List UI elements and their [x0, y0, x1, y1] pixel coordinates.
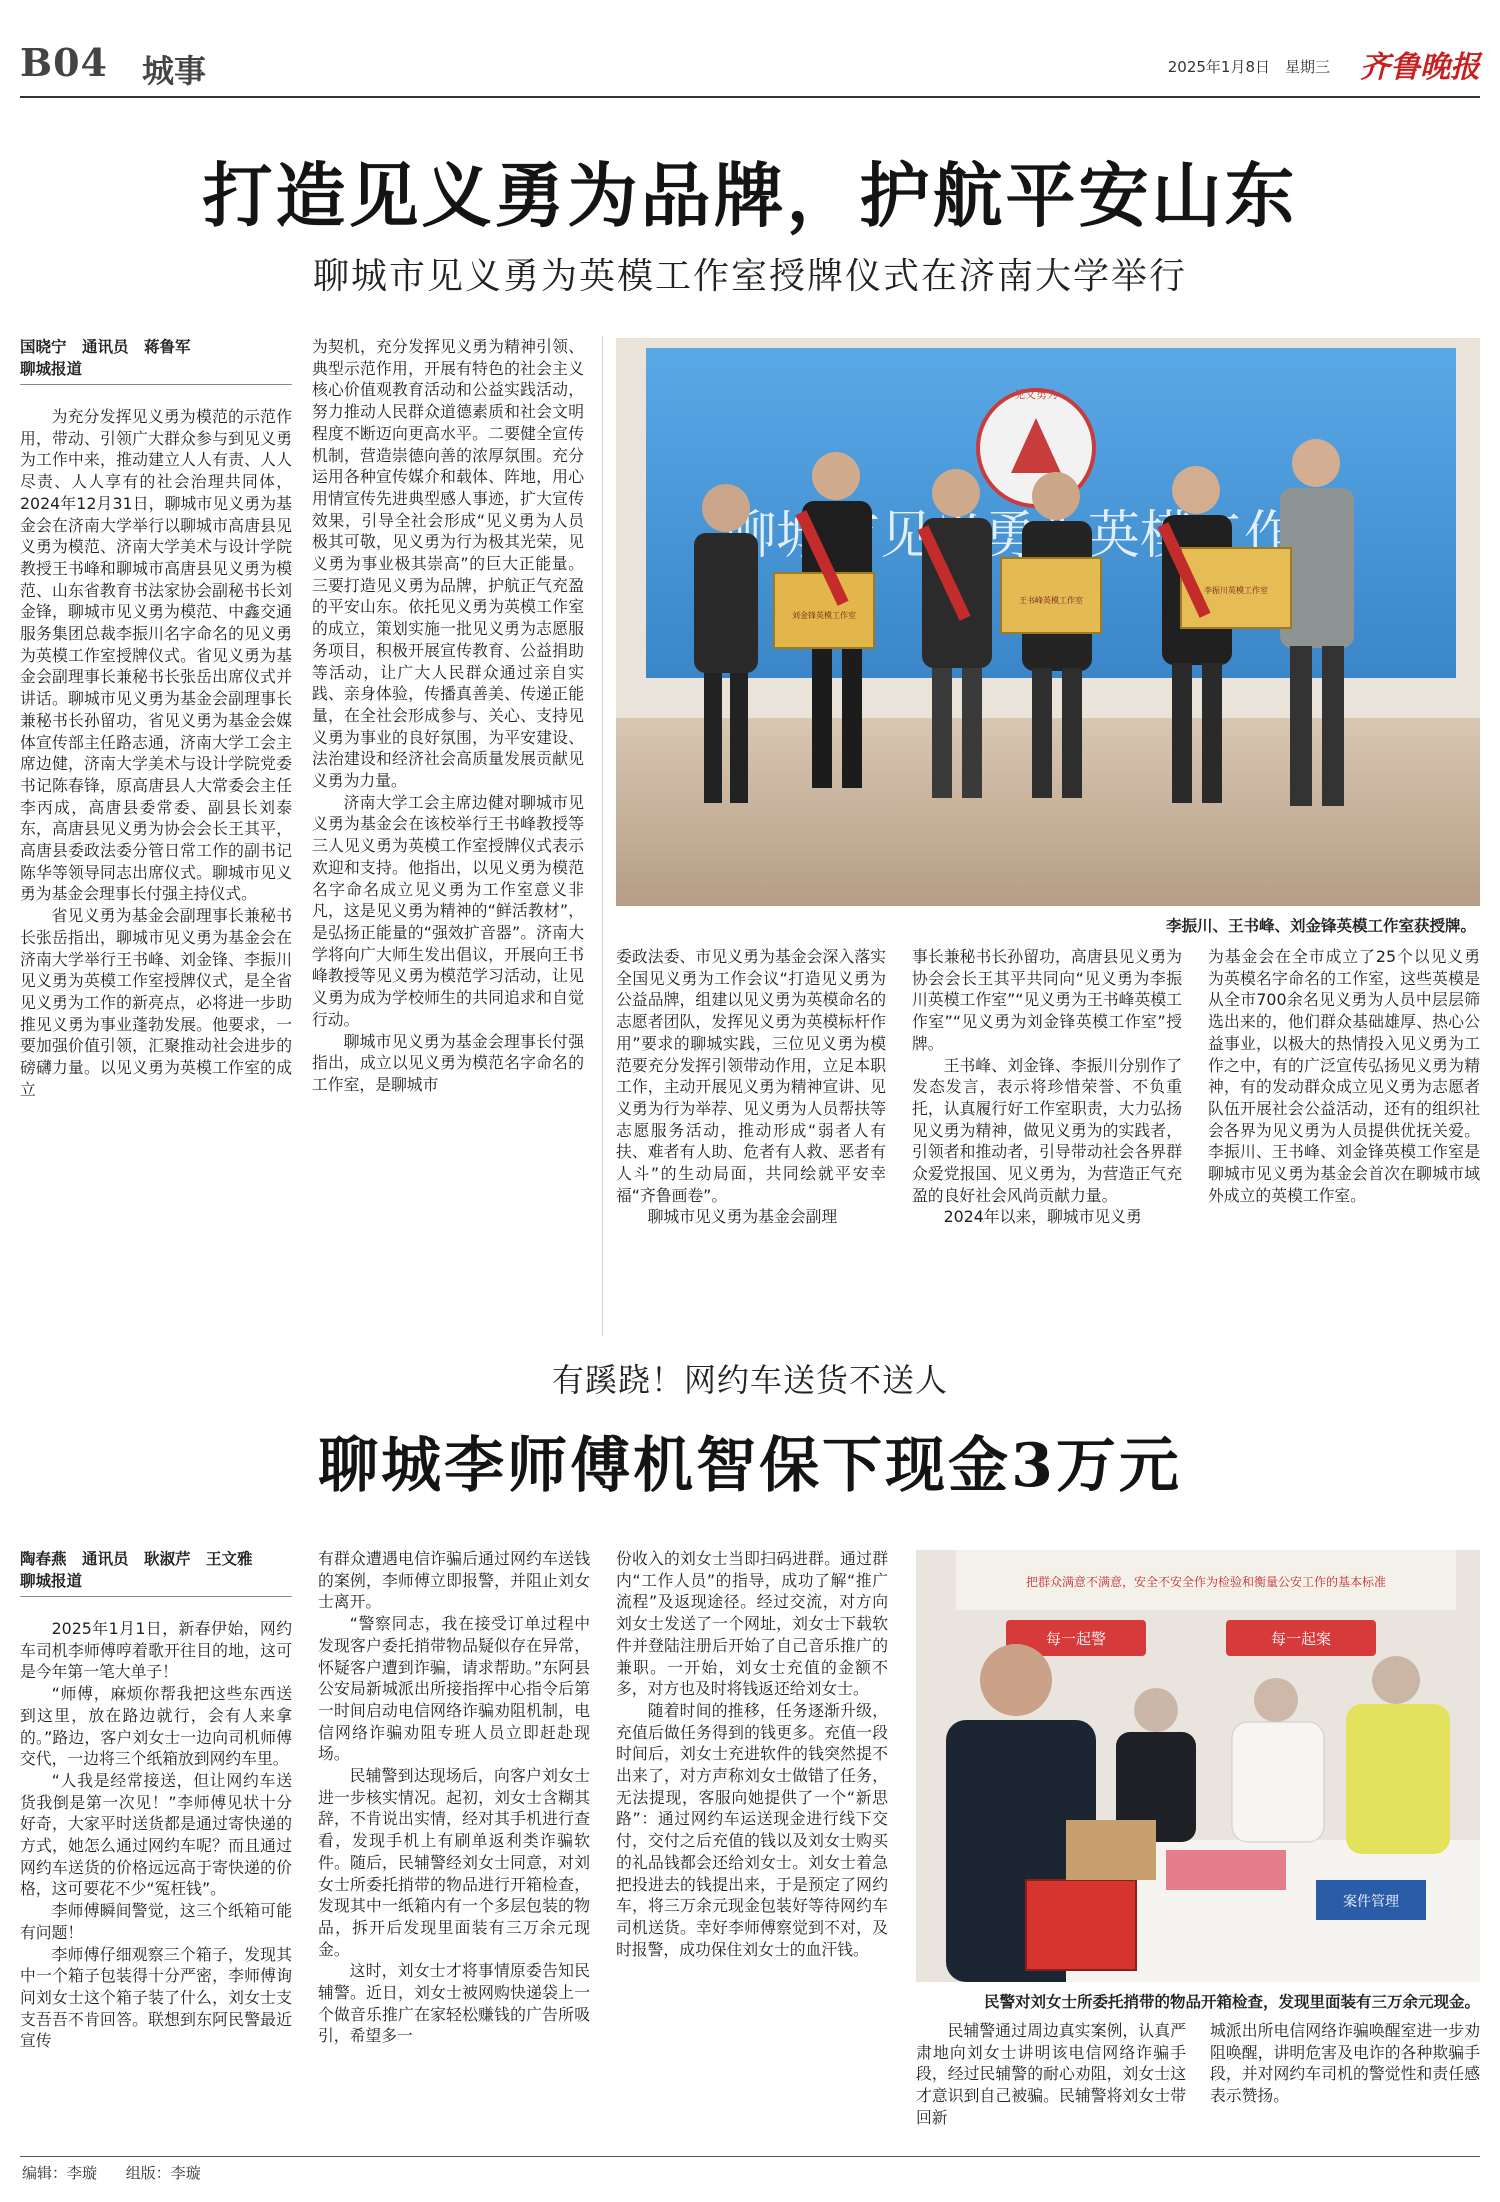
article1-column-2 — [312, 336, 584, 1336]
article1-caption: 李振川、王书峰、刘金锋英模工作室获授牌。 — [1165, 917, 1476, 935]
masthead — [20, 40, 1480, 100]
paper-logo: 齐鲁晚报 — [1360, 50, 1480, 85]
paragraph: 民辅警通过周边真实案例，认真严肃地向刘女士讲明该电信网络诈骗手段，经过民辅警的耐心劝阻，刘女士这才意识到自己被骗。民辅警将刘女士带回新 — [916, 2021, 1186, 2127]
page-number: B04 — [20, 40, 108, 85]
plaque-2 — [1001, 558, 1101, 633]
issue-weekday: 星期三 — [1284, 58, 1330, 76]
footer-rule — [20, 2156, 1480, 2157]
article2-byline-authors: 陶春燕 通讯员 耿淑芹 王文雅 — [20, 1550, 253, 1568]
article1-byline-authors: 国晓宁 通讯员 蒋鲁军 — [20, 338, 191, 356]
paragraph: 聊城市见义勇为基金会理事长付强指出，成立以见义勇为模范名字命名的工作室，是聊城市 — [312, 1031, 584, 1094]
editor-credit: 编辑：李璇 — [22, 2164, 98, 2182]
desk-sign: 案件管理 — [1343, 1894, 1399, 1910]
article2-column-1 — [20, 1618, 292, 2148]
article2-headline: 聊城李师傅机智保下现金3万元 — [318, 1431, 1182, 1501]
article2-column-5 — [1210, 2020, 1480, 2152]
wall-sign-2: 每一起案 — [1270, 1630, 1332, 1648]
masthead-rule — [20, 96, 1480, 98]
article1-column-5 — [1208, 946, 1480, 1336]
article2-kicker: 有蹊跷！网约车送货不送人 — [551, 1361, 948, 1399]
layout-credit: 组版：李璇 — [125, 2164, 201, 2182]
paragraph: 李师傅仔细观察三个箱子，发现其中一个箱子包装得十分严密，李师傅询问刘女士这个箱子装了什么，刘女士支支吾吾不肯回答。联想到东阿民警最近宣传 — [20, 1944, 292, 2051]
paragraph: 城派出所电信网络诈骗唤醒室进一步劝阻唤醒，讲明危害及电诈的各种欺骗手段，并对网约车司机的警觉性和责任感表示赞扬。 — [1210, 2021, 1480, 2106]
article2-column-3 — [616, 1548, 888, 2148]
byline-rule — [20, 1596, 292, 1597]
article1-byline — [20, 336, 295, 380]
article2-column-4 — [916, 2020, 1186, 2152]
svg-text:王书峰英模工作室: 王书峰英模工作室 — [1019, 596, 1083, 605]
article2-photo — [916, 1550, 1480, 1982]
svg-text:刘金锋英模工作室: 刘金锋英模工作室 — [792, 611, 856, 620]
svg-text:李振川英模工作室: 李振川英模工作室 — [1204, 586, 1268, 595]
paragraph: 随着时间的推移，任务逐渐升级，充值后做任务得到的钱更多。充值一段时间后，刘女士充进软件的钱突然提不出来了，对方声称刘女士做错了任务，无法提现，客服向她提供了一个“新思路”：通过网约车运送现金进行线下交付，交付之后充值的钱以及刘女士购买的礼品钱都会还给刘女士。刘女士着急把投进去的钱提出来，于是预定了网约车，将三万余元现金包装好等待网约车司机送货。幸好李师傅察觉到不对，及时报警，成功保住刘女士的血汗钱。 — [616, 1700, 888, 1959]
issue-date: 2025年1月8日 — [1167, 58, 1270, 76]
gift-box — [1026, 1880, 1136, 1970]
paragraph: 为基金会在全市成立了25个以见义勇为英模名字命名的工作室，这些英模是从全市700余名见义勇为人员中层层筛选出来的，他们群众基础雄厚、热心公益事业，以极大的热情投入见义勇为工作之中，有的广泛宣传弘扬见义勇为精神，有的发动群众成立见义勇为志愿者队伍开展社会公益活动，还有的组织社会各界为见义勇为人员提供优抚关爱。李振川、王书峰、刘金锋英模工作室是聊城市见义勇为基金会首次在聊城市域外成立的英模工作室。 — [1208, 947, 1480, 1205]
paragraph: 事长兼秘书长孙留功，高唐县见义勇为协会会长王其平共同向“见义勇为李振川英模工作室”“见义勇为王书峰英模工作室”“见义勇为刘金锋英模工作室”授牌。 — [912, 947, 1182, 1053]
cash-bundles — [1166, 1850, 1286, 1890]
paragraph: 为充分发挥见义勇为模范的示范作用，带动、引领广大群众参与到见义勇为工作中来，推动建立人人有责、人人尽责、人人享有的社会治理共同体，2024年12月31日，聊城市见义勇为基金会在济南大学举行以聊城市高唐县见义勇为模范、济南大学美术与设计学院教授王书峰和聊城市高唐县见义勇为模范、山东省教育书法家协会副秘书长刘金锋，聊城市见义勇为模范、中鑫交通服务集团总裁李振川名字命名的见义勇为英模工作室授牌仪式。省见义勇为基金会副理事长兼秘书长张岳出席仪式并讲话。聊城市见义勇为基金会副理事长兼秘书长孙留功，省见义勇为基金会媒体宣传部主任路志通，济南大学工会主席边健，济南大学美术与设计学院党委书记陈春锋，原高唐县人大常委会主任李丙成，高唐县委常委、副县长刘泰东，高唐县见义勇为协会会长王其平，高唐县委政法委分管日常工作的副书记陈华等领导同志出席仪式。聊城市见义勇为基金会理事长付强主持仪式。 — [20, 407, 292, 904]
paragraph: “警察同志，我在接受订单过程中发现客户委托捎带物品疑似存在异常，怀疑客户遭到诈骗，请求帮助。”东阿县公安局新城派出所接指挥中心指令后第一时间启动电信网络诈骗劝阻机制，电信网络诈骗劝阻专班人员立即赶赴现场。 — [318, 1614, 590, 1764]
article2-caption: 民警对刘女士所委托捎带的物品开箱检查，发现里面装有三万余元现金。 — [983, 1993, 1480, 2011]
paragraph: “师傅，麻烦你帮我把这些东西送到这里，放在路边就行，会有人来拿的。”路边，客户刘女士一边向司机师傅交代，一边将三个纸箱放到网约车里。 — [20, 1684, 292, 1769]
article2-byline — [20, 1548, 320, 1592]
paragraph: 聊城市见义勇为基金会副理 — [647, 1207, 838, 1227]
paragraph: “人我是经常接送，但让网约车送货我倒是第一次见！”李师傅见状十分好奇，大家平时送货都是通过寄快递的方式，她怎么通过网约车呢？而且通过网约车送货的价格远远高于寄快递的价格，这可要花不少“冤枉钱”。 — [20, 1770, 292, 1899]
plaque-1 — [774, 573, 874, 648]
article2-column-2 — [318, 1548, 590, 2148]
article1-photo — [616, 338, 1480, 906]
column-rule — [602, 336, 603, 1336]
paragraph: 份收入的刘女士当即扫码进群。通过群内“工作人员”的指导，成功了解“推广流程”及返现途径。经过交流，对方向刘女士发送了一个网址，刘女士下载软件并登陆注册后开始了自己音乐推广的兼职。一开始，刘女士充值的金额不多，对方也及时将钱返还给刘女士。 — [616, 1549, 888, 1699]
paragraph: 李师傅瞬间警觉，这三个纸箱可能有问题！ — [20, 1901, 292, 1942]
cardboard-box — [1066, 1820, 1156, 1880]
paragraph: 有群众遭遇电信诈骗后通过网约车送钱的案例，李师傅立即报警，并阻止刘女士离开。 — [318, 1549, 590, 1612]
paragraph: 济南大学工会主席边健对聊城市见义勇为基金会在该校举行王书峰教授等三人见义勇为英模工作室授牌仪式表示欢迎和支持。他指出，以见义勇为模范名字命名成立见义勇为工作室意义非凡，这是见义勇为精神的“鲜活教材”，是弘扬正能量的“强效扩音器”。济南大学将向广大师生发出倡议，开展向王书峰教授等见义勇为模范学习活动，让见义勇为成为学校师生的共同追求和自觉行动。 — [312, 792, 584, 1029]
paragraph: 为契机，充分发挥见义勇为精神引领、典型示范作用，开展有特色的社会主义核心价值观教育活动和公益实践活动，努力推动人民群众道德素质和社会文明程度不断迈向更高水平。二要健全宣传机制，营造崇德向善的浓厚氛围。充分运用各种宣传媒介和载体、阵地，用心用情宣传先进典型感人事迹，扩大宣传效果，引导全社会形成“见义勇为人员极其可敬，见义勇为行为极其光荣，见义勇为事业极其崇高”的巨大正能量。三要打造见义勇为品牌，护航正气充盈的平安山东。依托见义勇为英模工作室的成立，策划实施一批见义勇为志愿服务项目，积极开展宣传教育、公益捐助等活动，让广大人民群众通过亲自实践、亲身体验，传播真善美、传递正能量，在全社会形成参与、关心、支持见义勇为事业的良好氛围，为平安建设、法治建设和经济社会高质量发展贡献见义勇为力量。 — [312, 337, 584, 791]
paragraph: 委政法委、市见义勇为基金会深入落实全国见义勇为工作会议“打造见义勇为公益品牌，组建以见义勇为英模命名的志愿者团队，发挥见义勇为英模标杆作用”要求的聊城实践，三位见义勇为模范要充分发挥引领带动作用，立足本职工作，主动开展见义勇为精神宣讲、见义勇为行为举荐、见义勇为人员帮扶等志愿服务活动，推动形成“弱者人有扶、难者有人助、危者有人救、恶者有人斗”的生动局面，共同绘就平安幸福“齐鲁画卷”。 — [616, 947, 886, 1205]
article1-column-4 — [912, 946, 1182, 1336]
article1-headline: 打造见义勇为品牌，护航平安山东 — [202, 154, 1298, 237]
article2-byline-place: 聊城报道 — [20, 1572, 83, 1590]
section-name: 城事 — [142, 52, 207, 90]
paragraph: 王书峰、刘金锋、李振川分别作了发态发言，表示将珍惜荣誉、不负重托，认真履行好工作室职责，大力弘扬见义勇为精神，做见义勇为的实践者，引领者和推动者，引导带动社会各界群众爱党报国、见义勇为，为营造正气充盈的良好社会风尚贡献力量。 — [912, 1055, 1182, 1205]
paragraph: 民辅警到达现场后，向客户刘女士进一步核实情况。起初，刘女士含糊其辞，不肯说出实情，经对其手机进行查看，发现手机上有刷单返利类诈骗软件。随后，民辅警经刘女士同意，对刘女士所委托捎带的物品进行开箱检查，发现其中一纸箱内有一个多层包装的物品，拆开后发现里面装有三万余元现金。 — [318, 1766, 590, 1959]
byline-rule — [20, 384, 292, 385]
article1-subhead: 聊城市见义勇为英模工作室授牌仪式在济南大学举行 — [312, 256, 1187, 297]
article1-column-3 — [616, 946, 886, 1336]
footer — [22, 2162, 225, 2183]
paragraph: 2025年1月1日，新春伊始，网约车司机李师傅哼着歌开往目的地，这可是今年第一笔大单子！ — [20, 1619, 292, 1682]
paragraph: 这时，刘女士才将事情原委告知民辅警。近日，刘女士被网购快递袋上一个做音乐推广在家轻松赚钱的广告所吸引，希望多一 — [318, 1961, 590, 2046]
emblem-text: 见义勇为 — [1014, 388, 1058, 401]
wall-sign-1: 每一起警 — [1045, 1630, 1107, 1648]
article1-byline-place: 聊城报道 — [20, 360, 83, 378]
banner-text: 把群众满意不满意，安全不安全作为检验和衡量公安工作的基本标准 — [1025, 1575, 1387, 1589]
paragraph: 省见义勇为基金会副理事长兼秘书长张岳指出，聊城市见义勇为基金会在济南大学举行王书峰、刘金锋、李振川见义勇为英模工作室授牌仪式，是全省见义勇为工作的新亮点，必将进一步助推见义勇为事业蓬勃发展。他要求，一要加强价值引领，汇聚推动社会进步的磅礴力量。以见义勇为英模工作室的成立 — [20, 906, 292, 1099]
article1-column-1 — [20, 406, 292, 1286]
paragraph: 2024年以来，聊城市见义勇 — [943, 1207, 1142, 1227]
